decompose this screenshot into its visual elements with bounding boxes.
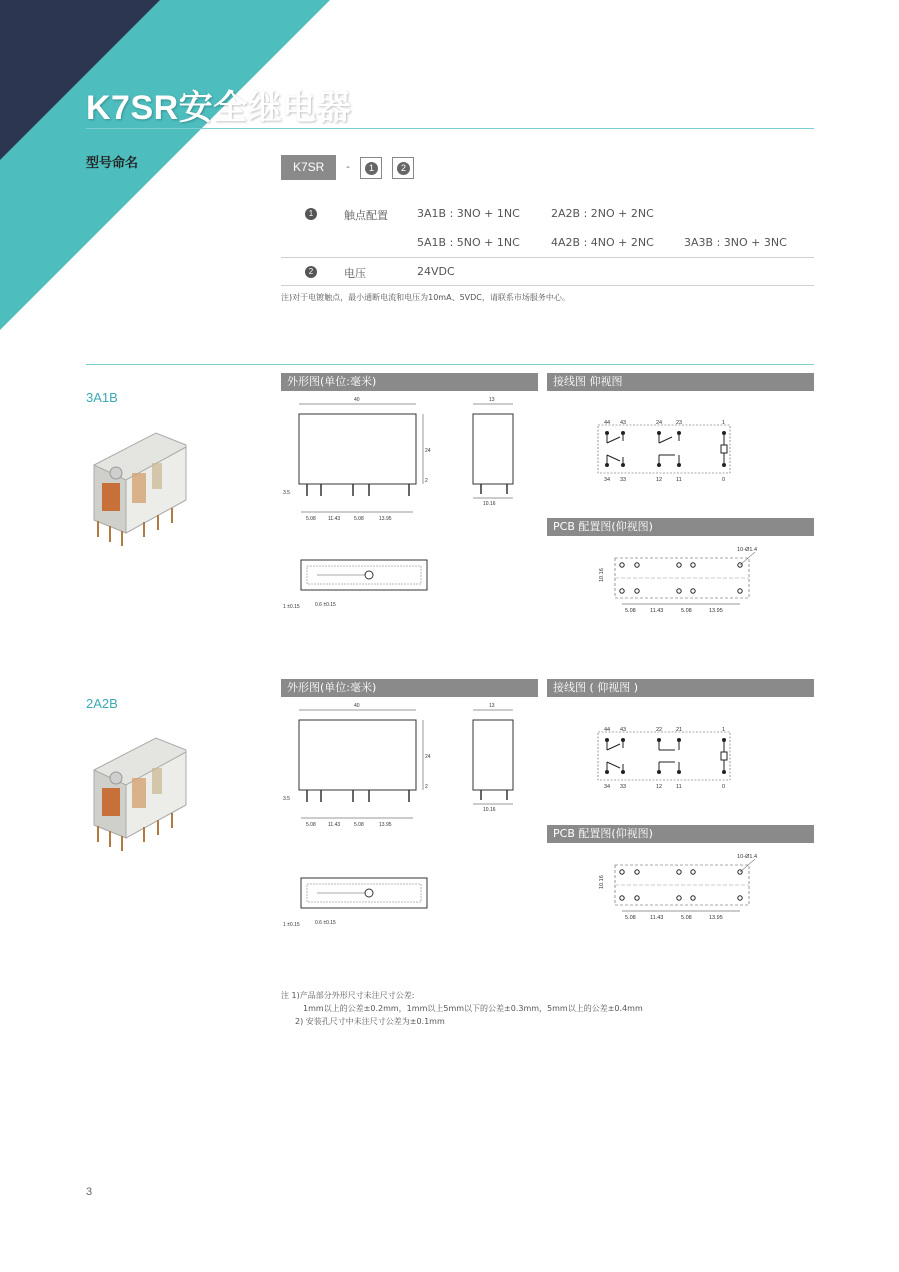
dim-d3-2a2b: 5.08: [354, 822, 364, 828]
dim-height-3a1b: 24: [425, 448, 431, 454]
terminal-top-5: 1: [722, 420, 726, 426]
model-name-2a2b: 2A2B: [86, 696, 118, 711]
terminal-top-2: 43: [620, 420, 627, 426]
dim-tol1-3a1b: 1 ±0.15: [283, 604, 300, 610]
page-title: K7SR安全继电器: [86, 89, 352, 127]
voltage-value: 24VDC: [417, 265, 455, 278]
dim-pinpitch-2a2b: 2: [425, 784, 428, 790]
contact-option-5a1b: 5A1B : 5NO + 1NC: [417, 236, 520, 249]
contact-option-3a3b: 3A3B : 3NO + 3NC: [684, 236, 787, 249]
terminal-top-4: 23: [676, 420, 683, 426]
terminal-top-3: 22: [656, 727, 663, 733]
terminal-bottom-4: 11: [676, 784, 682, 790]
pcb-layout-2a2b: [595, 847, 770, 927]
spec-divider: [281, 257, 814, 258]
spec-label-voltage: 电压: [344, 267, 366, 280]
terminal-top-3: 24: [656, 420, 663, 426]
code-slot-1: [360, 157, 382, 179]
terminal-top-4: 21: [676, 727, 683, 733]
pcb-d2-3a1b: 11.43: [650, 608, 664, 614]
spec-label-contact: 触点配置: [344, 209, 388, 222]
spec-number-2: 2: [305, 266, 317, 278]
dim-tol2-2a2b: 0.6 ±0.15: [315, 920, 336, 926]
relay-photo-3a1b: [86, 425, 196, 550]
contact-option-3a1b: 3A1B : 3NO + 1NC: [417, 207, 520, 220]
spec-bottom-divider: [281, 285, 814, 286]
pcb-d4-2a2b: 13.95: [709, 915, 723, 921]
wiring-bar-3a1b: 接线图 仰视图: [547, 373, 814, 391]
dim-d2-2a2b: 11.43: [328, 822, 341, 828]
dim-depth-2a2b: 13: [489, 703, 495, 709]
terminal-top-1: 44: [604, 420, 611, 426]
dim-pinpitch-3a1b: 2: [425, 478, 428, 484]
terminal-bottom-2: 33: [620, 477, 627, 483]
terminal-bottom-5: 0: [722, 477, 726, 483]
terminal-top-1: 44: [604, 727, 611, 733]
dim-d4-2a2b: 13.95: [379, 822, 392, 828]
dim-d1-2a2b: 5.08: [306, 822, 316, 828]
terminal-top-5: 1: [722, 727, 726, 733]
pcb-layout-3a1b: [595, 540, 770, 620]
model-code-box: K7SR: [281, 155, 336, 180]
pcb-bar-2a2b: PCB 配置图(仰视图): [547, 825, 814, 843]
terminal-bottom-2: 33: [620, 784, 627, 790]
pcb-height-3a1b: 10.16: [599, 568, 605, 582]
dim-side-2a2b: 10.16: [483, 807, 496, 813]
outline-bar-2a2b: 外形图(单位:毫米): [281, 679, 538, 697]
terminal-bottom-3: 12: [656, 784, 663, 790]
dim-depth-3a1b: 13: [489, 397, 495, 403]
footnote-line-3: 2) 安装孔尺寸中未注尺寸公差为±0.1mm: [295, 1017, 445, 1026]
terminal-bottom-1: 34: [604, 784, 611, 790]
dim-d1-3a1b: 5.08: [306, 516, 316, 522]
dim-width-3a1b: 40: [354, 397, 360, 403]
dim-side-3a1b: 10.16: [483, 501, 496, 507]
outline-drawing-3a1b: [281, 394, 521, 624]
page-number: 3: [86, 1186, 93, 1198]
pcb-height-2a2b: 10.16: [599, 875, 605, 889]
model-name-3a1b: 3A1B: [86, 390, 118, 405]
spec-note: 注)对于电镀触点，最小通断电流和电压为10mA、5VDC，请联系市场服务中心。: [281, 293, 570, 302]
terminal-top-2: 43: [620, 727, 627, 733]
dim-tol2-3a1b: 0.6 ±0.15: [315, 602, 336, 608]
code-slot-2: [392, 157, 414, 179]
footnote-line-2: 1mm以上的公差±0.2mm，1mm以上5mm以下的公差±0.3mm，5mm以上的公差±0.4mm: [303, 1004, 643, 1013]
pcb-d3-3a1b: 5.08: [681, 608, 692, 614]
naming-heading: 型号命名: [86, 156, 139, 171]
pcb-d3-2a2b: 5.08: [681, 915, 692, 921]
pcb-d2-2a2b: 11.43: [650, 915, 664, 921]
contact-option-4a2b: 4A2B : 4NO + 2NC: [551, 236, 654, 249]
relay-photo-2a2b: [86, 730, 196, 855]
wiring-bar-2a2b: 接线图 ( 仰视图 ): [547, 679, 814, 697]
spec-number-1: 1: [305, 208, 317, 220]
slot-number-1: 1: [365, 162, 378, 175]
outline-bar-3a1b: 外形图(单位:毫米): [281, 373, 538, 391]
dim-tol1-2a2b: 1 ±0.15: [283, 922, 300, 928]
terminal-bottom-4: 11: [676, 477, 682, 483]
terminal-bottom-1: 34: [604, 477, 611, 483]
pcb-hole-label-2a2b: 10-Ø1.4: [737, 854, 757, 860]
dim-d3-3a1b: 5.08: [354, 516, 364, 522]
contact-option-2a2b: 2A2B : 2NO + 2NC: [551, 207, 654, 220]
outline-drawing-2a2b: [281, 700, 521, 940]
code-separator: -: [346, 160, 350, 173]
pcb-d4-3a1b: 13.95: [709, 608, 723, 614]
footnote-line-1: 注 1)产品部分外形尺寸未注尺寸公差:: [281, 991, 415, 1000]
pcb-d1-2a2b: 5.08: [625, 915, 636, 921]
pcb-d1-3a1b: 5.08: [625, 608, 636, 614]
terminal-bottom-5: 0: [722, 784, 726, 790]
terminal-bottom-3: 12: [656, 477, 663, 483]
dim-d2-3a1b: 11.43: [328, 516, 341, 522]
slot-number-2: 2: [397, 162, 410, 175]
title-divider: [86, 128, 814, 129]
dim-pin-2a2b: 3.5: [283, 796, 290, 802]
wiring-diagram-3a1b: [590, 415, 740, 485]
dim-width-2a2b: 40: [354, 703, 360, 709]
pcb-hole-label-3a1b: 10-Ø1.4: [737, 547, 757, 553]
dim-pin-3a1b: 3.5: [283, 490, 290, 496]
dim-height-2a2b: 24: [425, 754, 431, 760]
wiring-diagram-2a2b: [590, 722, 740, 792]
pcb-bar-3a1b: PCB 配置图(仰视图): [547, 518, 814, 536]
dim-d4-3a1b: 13.95: [379, 516, 392, 522]
section-divider-3a1b: [86, 364, 814, 365]
